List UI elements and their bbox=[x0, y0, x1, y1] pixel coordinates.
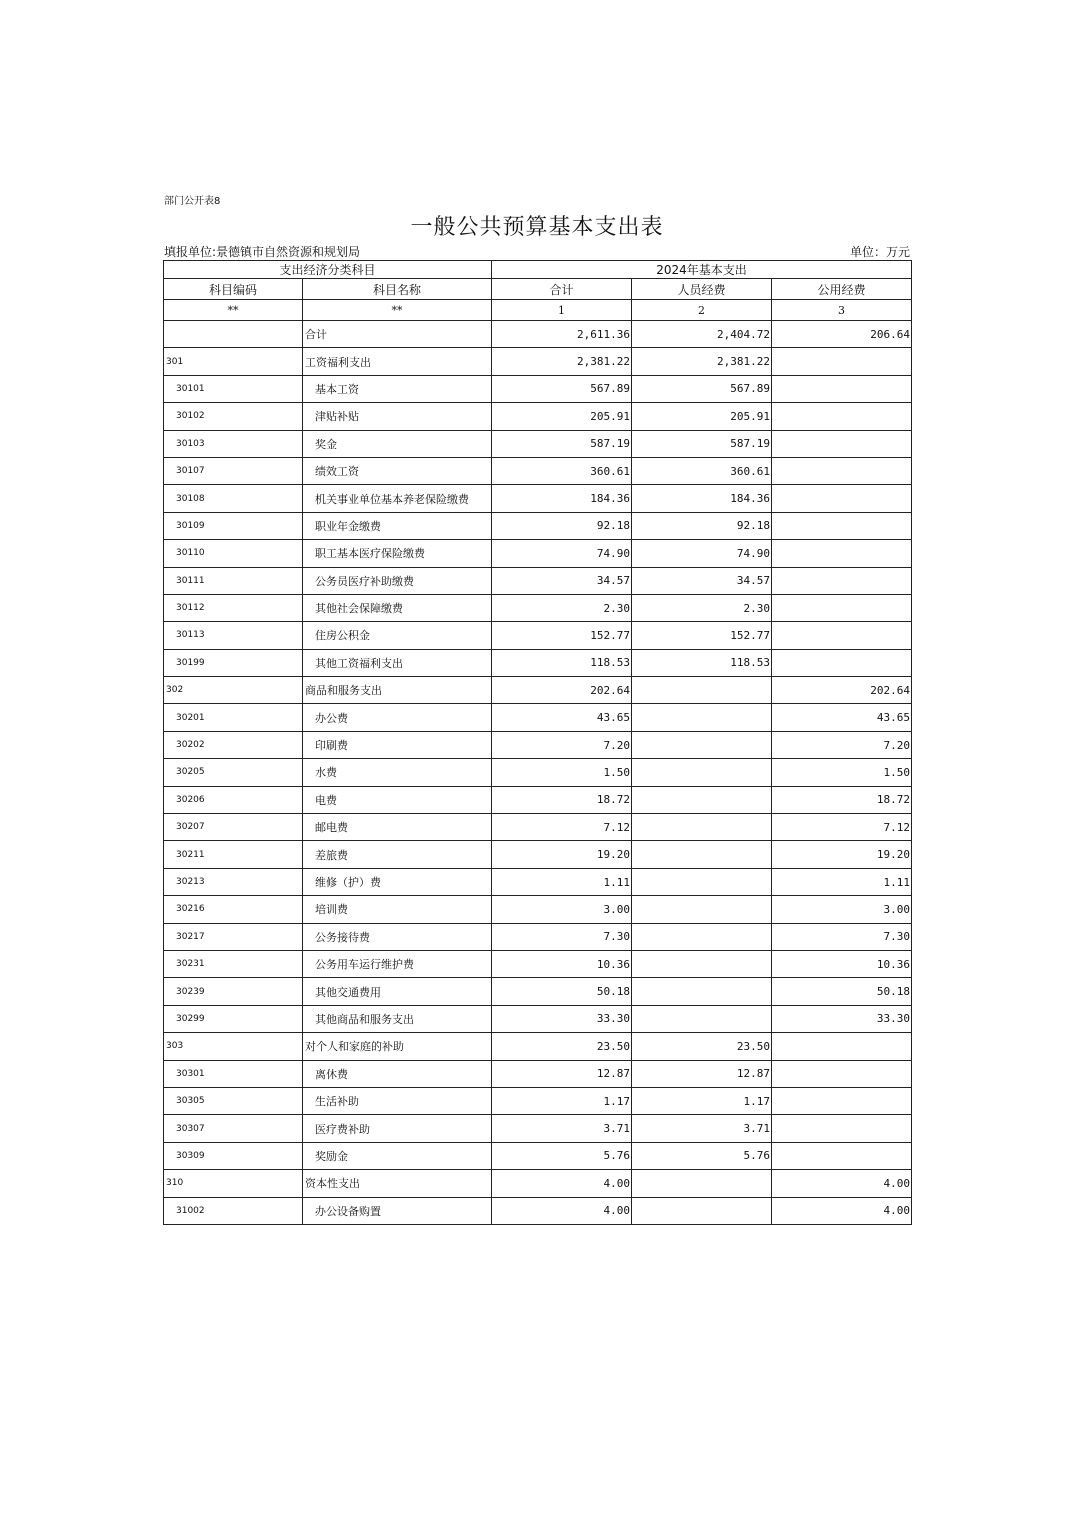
idx-code: ** bbox=[164, 300, 303, 321]
row-total: 360.61 bbox=[492, 457, 632, 484]
row-name: 公务接待费 bbox=[303, 923, 492, 950]
row-code: 31002 bbox=[164, 1197, 303, 1224]
row-total: 74.90 bbox=[492, 540, 632, 567]
row-code: 30102 bbox=[164, 403, 303, 430]
row-name: 公务员医疗补助缴费 bbox=[303, 567, 492, 594]
table-row bbox=[164, 567, 912, 594]
table-row bbox=[164, 1197, 912, 1224]
row-public bbox=[772, 430, 912, 457]
row-personnel bbox=[632, 841, 772, 868]
row-total: 4.00 bbox=[492, 1197, 632, 1224]
row-total: 10.36 bbox=[492, 950, 632, 977]
row-code: 30112 bbox=[164, 594, 303, 621]
row-name: 培训费 bbox=[303, 896, 492, 923]
row-code: 30231 bbox=[164, 950, 303, 977]
row-public bbox=[772, 1087, 912, 1114]
row-public bbox=[772, 1033, 912, 1060]
row-code: 303 bbox=[164, 1033, 303, 1060]
table-row bbox=[164, 978, 912, 1005]
reporting-unit: 填报单位:景德镇市自然资源和规划局 bbox=[164, 245, 361, 259]
row-code: 30199 bbox=[164, 649, 303, 676]
row-name: 工资福利支出 bbox=[303, 348, 492, 375]
row-code: 30111 bbox=[164, 567, 303, 594]
table-row bbox=[164, 759, 912, 786]
row-public: 7.12 bbox=[772, 814, 912, 841]
table-row bbox=[164, 649, 912, 676]
row-total: 5.76 bbox=[492, 1142, 632, 1169]
row-code: 30301 bbox=[164, 1060, 303, 1087]
row-code: 30307 bbox=[164, 1115, 303, 1142]
row-public bbox=[772, 594, 912, 621]
row-total: 50.18 bbox=[492, 978, 632, 1005]
row-personnel bbox=[632, 814, 772, 841]
table-row bbox=[164, 950, 912, 977]
table-row bbox=[164, 786, 912, 813]
row-public: 18.72 bbox=[772, 786, 912, 813]
table-row bbox=[164, 457, 912, 484]
row-personnel: 2,381.22 bbox=[632, 348, 772, 375]
row-code: 30217 bbox=[164, 923, 303, 950]
row-name: 办公费 bbox=[303, 704, 492, 731]
row-personnel: 118.53 bbox=[632, 649, 772, 676]
row-name: 办公设备购置 bbox=[303, 1197, 492, 1224]
table-number-tag: 部门公开表8 bbox=[164, 196, 221, 207]
row-personnel: 12.87 bbox=[632, 1060, 772, 1087]
row-personnel bbox=[632, 1170, 772, 1197]
row-total: 33.30 bbox=[492, 1005, 632, 1032]
row-code: 30211 bbox=[164, 841, 303, 868]
row-total: 4.00 bbox=[492, 1170, 632, 1197]
row-name: 其他交通费用 bbox=[303, 978, 492, 1005]
row-code: 30206 bbox=[164, 786, 303, 813]
table-row bbox=[164, 512, 912, 539]
row-name: 其他工资福利支出 bbox=[303, 649, 492, 676]
row-total: 184.36 bbox=[492, 485, 632, 512]
row-public: 33.30 bbox=[772, 1005, 912, 1032]
row-total: 92.18 bbox=[492, 512, 632, 539]
row-code: 302 bbox=[164, 677, 303, 704]
row-public bbox=[772, 348, 912, 375]
row-personnel: 184.36 bbox=[632, 485, 772, 512]
row-code: 30113 bbox=[164, 622, 303, 649]
row-code: 30213 bbox=[164, 868, 303, 895]
row-public bbox=[772, 540, 912, 567]
row-code: 30205 bbox=[164, 759, 303, 786]
row-public: 7.30 bbox=[772, 923, 912, 950]
row-name: 基本工资 bbox=[303, 375, 492, 402]
row-public bbox=[772, 403, 912, 430]
row-personnel: 2.30 bbox=[632, 594, 772, 621]
row-code: 30305 bbox=[164, 1087, 303, 1114]
row-name: 其他商品和服务支出 bbox=[303, 1005, 492, 1032]
row-name: 奖金 bbox=[303, 430, 492, 457]
row-personnel: 152.77 bbox=[632, 622, 772, 649]
row-name: 职工基本医疗保险缴费 bbox=[303, 540, 492, 567]
row-public: 4.00 bbox=[772, 1197, 912, 1224]
row-personnel: 587.19 bbox=[632, 430, 772, 457]
row-public bbox=[772, 485, 912, 512]
row-code: 30107 bbox=[164, 457, 303, 484]
row-total: 2.30 bbox=[492, 594, 632, 621]
row-personnel: 1.17 bbox=[632, 1087, 772, 1114]
row-public: 19.20 bbox=[772, 841, 912, 868]
col-total-header: 合计 bbox=[492, 279, 632, 300]
row-code: 30202 bbox=[164, 731, 303, 758]
row-total: 23.50 bbox=[492, 1033, 632, 1060]
row-code: 30110 bbox=[164, 540, 303, 567]
row-total: 587.19 bbox=[492, 430, 632, 457]
row-public bbox=[772, 1060, 912, 1087]
row-total: 7.12 bbox=[492, 814, 632, 841]
col-public-header: 公用经费 bbox=[772, 279, 912, 300]
row-personnel bbox=[632, 704, 772, 731]
row-code: 30101 bbox=[164, 375, 303, 402]
row-personnel: 23.50 bbox=[632, 1033, 772, 1060]
row-public bbox=[772, 457, 912, 484]
table-row bbox=[164, 841, 912, 868]
row-code: 30201 bbox=[164, 704, 303, 731]
row-total: 1.11 bbox=[492, 868, 632, 895]
row-code: 30103 bbox=[164, 430, 303, 457]
row-total: 205.91 bbox=[492, 403, 632, 430]
row-public: 10.36 bbox=[772, 950, 912, 977]
row-personnel bbox=[632, 978, 772, 1005]
col-name-header: 科目名称 bbox=[303, 279, 492, 300]
row-code: 30309 bbox=[164, 1142, 303, 1169]
group-right-header: 2024年基本支出 bbox=[492, 261, 912, 279]
table-row bbox=[164, 1087, 912, 1114]
row-name: 维修（护）费 bbox=[303, 868, 492, 895]
row-code: 30108 bbox=[164, 485, 303, 512]
group-left-header: 支出经济分类科目 bbox=[164, 261, 492, 279]
header-group-row bbox=[164, 261, 912, 279]
row-name: 商品和服务支出 bbox=[303, 677, 492, 704]
row-personnel: 34.57 bbox=[632, 567, 772, 594]
row-personnel bbox=[632, 950, 772, 977]
row-personnel bbox=[632, 677, 772, 704]
row-personnel bbox=[632, 759, 772, 786]
row-name: 电费 bbox=[303, 786, 492, 813]
table-row bbox=[164, 375, 912, 402]
row-code: 30109 bbox=[164, 512, 303, 539]
row-name: 职业年金缴费 bbox=[303, 512, 492, 539]
row-personnel: 360.61 bbox=[632, 457, 772, 484]
table-row bbox=[164, 731, 912, 758]
row-personnel: 2,404.72 bbox=[632, 321, 772, 348]
row-public bbox=[772, 567, 912, 594]
row-code: 301 bbox=[164, 348, 303, 375]
row-name: 印刷费 bbox=[303, 731, 492, 758]
row-name: 离休费 bbox=[303, 1060, 492, 1087]
row-total: 7.30 bbox=[492, 923, 632, 950]
row-personnel bbox=[632, 923, 772, 950]
row-name: 津贴补贴 bbox=[303, 403, 492, 430]
row-name: 生活补助 bbox=[303, 1087, 492, 1114]
table-row bbox=[164, 622, 912, 649]
row-total: 2,381.22 bbox=[492, 348, 632, 375]
row-personnel bbox=[632, 731, 772, 758]
row-name: 奖励金 bbox=[303, 1142, 492, 1169]
column-header-row bbox=[164, 279, 912, 300]
table-row bbox=[164, 923, 912, 950]
row-total: 118.53 bbox=[492, 649, 632, 676]
row-public: 1.11 bbox=[772, 868, 912, 895]
row-personnel bbox=[632, 1197, 772, 1224]
table-row bbox=[164, 1060, 912, 1087]
col-code-header: 科目编码 bbox=[164, 279, 303, 300]
table-row bbox=[164, 868, 912, 895]
row-total: 3.00 bbox=[492, 896, 632, 923]
table-row bbox=[164, 814, 912, 841]
row-personnel: 74.90 bbox=[632, 540, 772, 567]
table-row bbox=[164, 1170, 912, 1197]
idx-name: ** bbox=[303, 300, 492, 321]
row-total: 152.77 bbox=[492, 622, 632, 649]
row-public bbox=[772, 622, 912, 649]
row-code: 310 bbox=[164, 1170, 303, 1197]
row-personnel bbox=[632, 1005, 772, 1032]
row-total: 18.72 bbox=[492, 786, 632, 813]
row-personnel bbox=[632, 868, 772, 895]
table-row bbox=[164, 348, 912, 375]
row-personnel bbox=[632, 786, 772, 813]
table-row bbox=[164, 430, 912, 457]
row-code: 30207 bbox=[164, 814, 303, 841]
table-row bbox=[164, 1142, 912, 1169]
table-row bbox=[164, 485, 912, 512]
row-public bbox=[772, 1142, 912, 1169]
row-public bbox=[772, 512, 912, 539]
row-name: 机关事业单位基本养老保险缴费 bbox=[303, 485, 492, 512]
row-total: 2,611.36 bbox=[492, 321, 632, 348]
row-public bbox=[772, 649, 912, 676]
row-code: 30299 bbox=[164, 1005, 303, 1032]
row-personnel: 92.18 bbox=[632, 512, 772, 539]
row-name: 资本性支出 bbox=[303, 1170, 492, 1197]
row-public: 3.00 bbox=[772, 896, 912, 923]
row-total: 1.17 bbox=[492, 1087, 632, 1114]
row-name: 住房公积金 bbox=[303, 622, 492, 649]
row-public: 7.20 bbox=[772, 731, 912, 758]
row-total: 43.65 bbox=[492, 704, 632, 731]
row-code: 30216 bbox=[164, 896, 303, 923]
idx-public: 3 bbox=[772, 300, 912, 321]
row-name: 公务用车运行维护费 bbox=[303, 950, 492, 977]
table-row bbox=[164, 540, 912, 567]
idx-total: 1 bbox=[492, 300, 632, 321]
table-row bbox=[164, 677, 912, 704]
table-row bbox=[164, 704, 912, 731]
row-public: 202.64 bbox=[772, 677, 912, 704]
row-total: 202.64 bbox=[492, 677, 632, 704]
row-name: 医疗费补助 bbox=[303, 1115, 492, 1142]
row-public bbox=[772, 375, 912, 402]
row-name: 合计 bbox=[303, 321, 492, 348]
row-public bbox=[772, 1115, 912, 1142]
row-name: 水费 bbox=[303, 759, 492, 786]
table-row bbox=[164, 403, 912, 430]
row-total: 12.87 bbox=[492, 1060, 632, 1087]
table-row bbox=[164, 321, 912, 348]
row-code bbox=[164, 321, 303, 348]
row-code: 30239 bbox=[164, 978, 303, 1005]
row-public: 50.18 bbox=[772, 978, 912, 1005]
expenditure-table bbox=[163, 260, 912, 1225]
table-row bbox=[164, 896, 912, 923]
row-total: 34.57 bbox=[492, 567, 632, 594]
table-row bbox=[164, 1115, 912, 1142]
row-personnel bbox=[632, 896, 772, 923]
row-public: 206.64 bbox=[772, 321, 912, 348]
index-row bbox=[164, 300, 912, 321]
row-total: 3.71 bbox=[492, 1115, 632, 1142]
row-total: 7.20 bbox=[492, 731, 632, 758]
row-name: 其他社会保障缴费 bbox=[303, 594, 492, 621]
row-name: 对个人和家庭的补助 bbox=[303, 1033, 492, 1060]
row-total: 1.50 bbox=[492, 759, 632, 786]
row-personnel: 205.91 bbox=[632, 403, 772, 430]
row-public: 43.65 bbox=[772, 704, 912, 731]
col-personnel-header: 人员经费 bbox=[632, 279, 772, 300]
currency-unit: 单位：万元 bbox=[849, 245, 910, 259]
row-public: 4.00 bbox=[772, 1170, 912, 1197]
idx-personnel: 2 bbox=[632, 300, 772, 321]
row-name: 差旅费 bbox=[303, 841, 492, 868]
row-name: 绩效工资 bbox=[303, 457, 492, 484]
row-personnel: 567.89 bbox=[632, 375, 772, 402]
table-row bbox=[164, 1005, 912, 1032]
row-name: 邮电费 bbox=[303, 814, 492, 841]
row-personnel: 3.71 bbox=[632, 1115, 772, 1142]
page-title: 一般公共预算基本支出表 bbox=[410, 215, 664, 240]
table-row bbox=[164, 594, 912, 621]
row-total: 567.89 bbox=[492, 375, 632, 402]
table-row bbox=[164, 1033, 912, 1060]
row-personnel: 5.76 bbox=[632, 1142, 772, 1169]
row-public: 1.50 bbox=[772, 759, 912, 786]
row-total: 19.20 bbox=[492, 841, 632, 868]
